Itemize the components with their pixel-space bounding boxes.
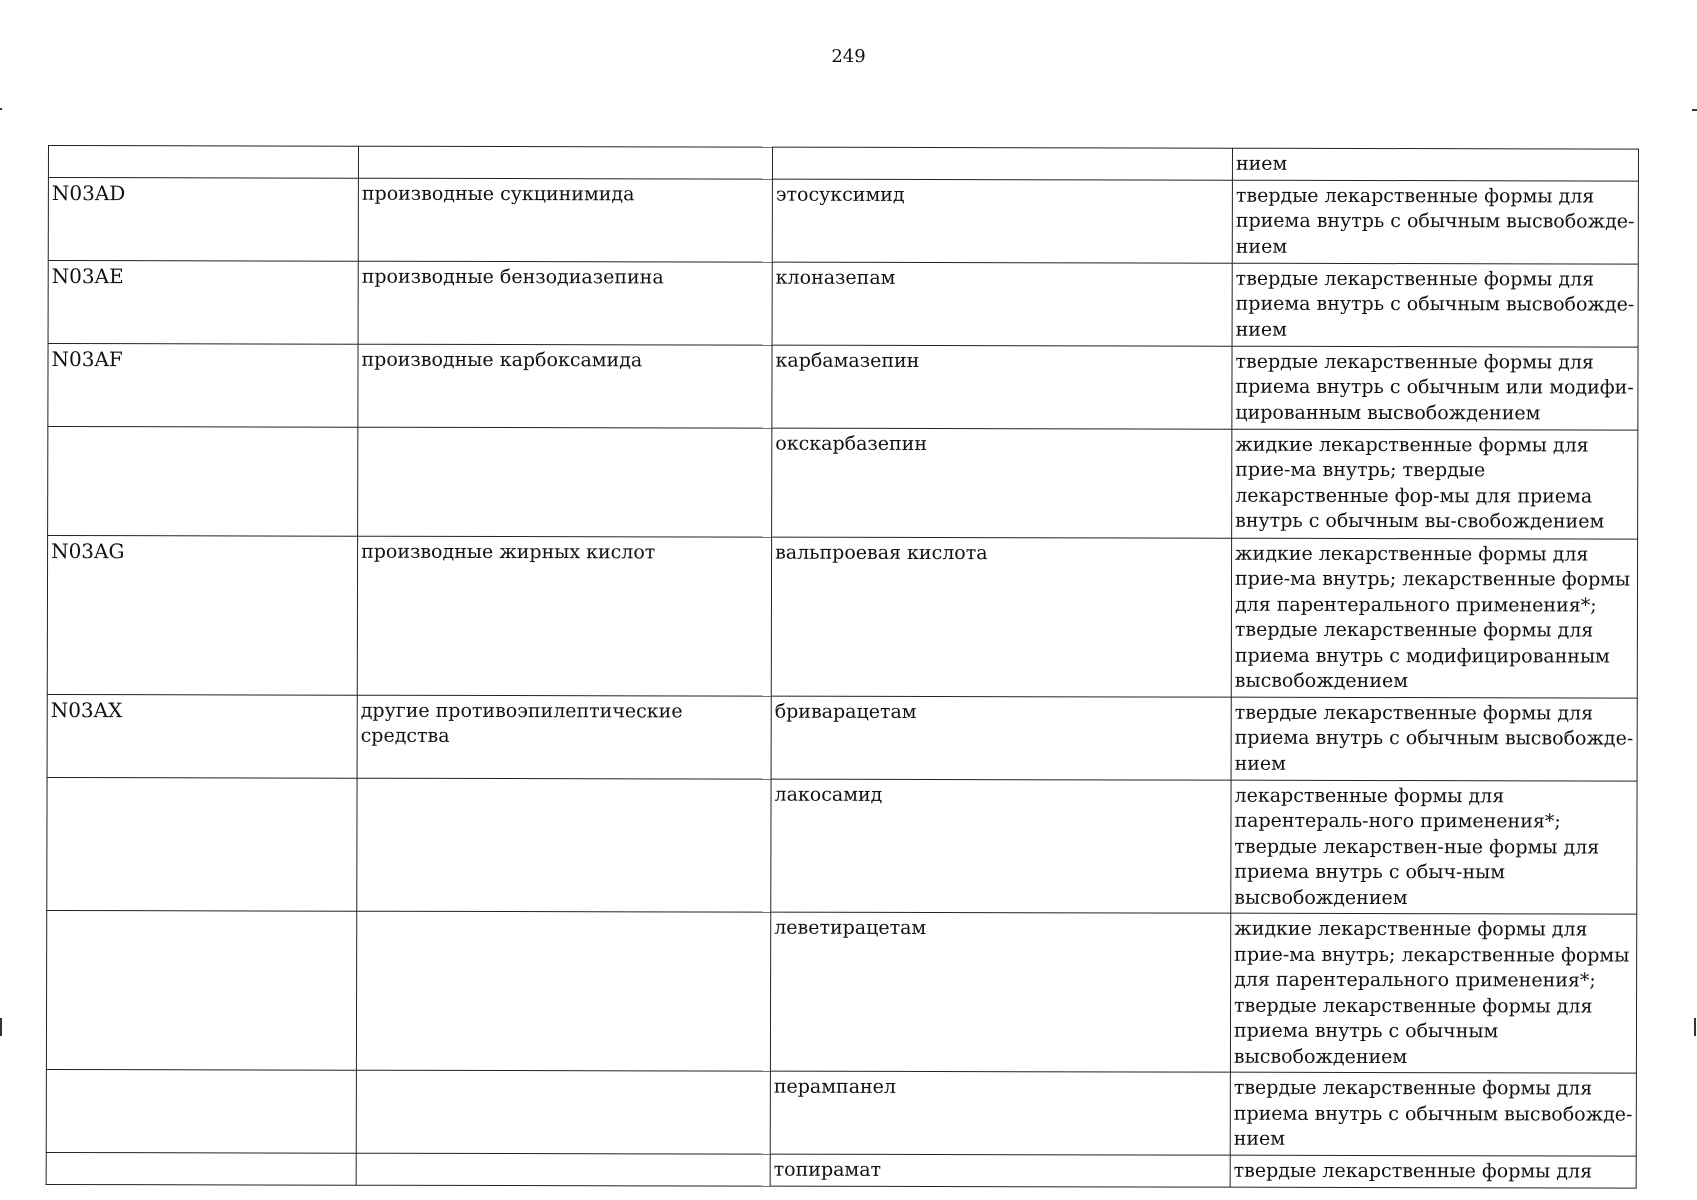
dosage-form-cell: твердые лекарственные формы для приема внутрь с обычным высвобожде-нием bbox=[1231, 697, 1637, 781]
substance-cell: топирамат bbox=[770, 1154, 1230, 1187]
left-edge-mark bbox=[0, 108, 2, 110]
table-row bbox=[48, 426, 1638, 539]
dosage-form-cell: твердые лекарственные формы для приема внутрь с обычным высвобожде-нием bbox=[1232, 263, 1638, 347]
atc-code-cell: N03AE bbox=[48, 260, 358, 344]
group-cell bbox=[358, 146, 772, 178]
atc-code-cell: N03AD bbox=[48, 177, 358, 261]
table-row bbox=[46, 1152, 1636, 1187]
right-edge-mark-lower bbox=[1694, 1018, 1696, 1036]
dosage-form-cell: твердые лекарственные формы для приема внутрь с обычным высвобожде-нием bbox=[1232, 180, 1638, 264]
atc-code-cell: N03AX bbox=[47, 694, 357, 778]
table-row bbox=[47, 694, 1637, 781]
table-row bbox=[48, 146, 1638, 181]
atc-code-cell: N03AF bbox=[48, 343, 358, 427]
table-row bbox=[46, 910, 1636, 1073]
group-cell: производные сукцинимида bbox=[358, 178, 772, 262]
substance-cell: леветирацетам bbox=[770, 912, 1230, 1072]
dosage-form-cell: жидкие лекарственные формы для прие-ма внутрь; лекарственные формы для парентерального применения*; твердые лекарственные формы для приема внутрь с обычным высвобождением bbox=[1230, 913, 1636, 1073]
group-cell: производные бензодиазепина bbox=[358, 261, 772, 345]
table-row bbox=[48, 343, 1638, 430]
substance-cell: окскарбазепин bbox=[772, 428, 1232, 538]
group-cell bbox=[358, 427, 772, 537]
dosage-form-cell: жидкие лекарственные формы для прие-ма внутрь; твердые лекарственные фор-мы для приема внутрь с обычным вы-свобождением bbox=[1232, 429, 1638, 539]
substance-cell: клоназепам bbox=[772, 262, 1232, 346]
substance-cell bbox=[772, 147, 1232, 180]
dosage-form-cell: твердые лекарственные формы для bbox=[1230, 1155, 1636, 1187]
page-number: 249 bbox=[831, 46, 866, 67]
group-cell bbox=[356, 1070, 770, 1154]
group-cell: другие противоэпилептические средства bbox=[357, 695, 771, 779]
table-row bbox=[47, 777, 1637, 914]
dosage-form-cell: нием bbox=[1232, 148, 1638, 180]
substance-cell: этосуксимид bbox=[772, 179, 1232, 263]
dosage-form-cell: твердые лекарственные формы для приема внутрь с обычным или модифи-цированным высвобождением bbox=[1232, 346, 1638, 430]
drug-table-container bbox=[46, 145, 1638, 1188]
group-cell bbox=[356, 1153, 770, 1185]
substance-cell: вальпроевая кислота bbox=[771, 537, 1231, 697]
group-cell bbox=[356, 911, 770, 1071]
atc-code-cell bbox=[48, 426, 358, 536]
group-cell bbox=[357, 778, 771, 912]
substance-cell: перампанел bbox=[770, 1071, 1230, 1155]
group-cell: производные карбоксамида bbox=[358, 344, 772, 428]
dosage-form-cell: лекарственные формы для парентераль-ного применения*; твердые лекарствен-ные формы для приема внутрь с обыч-ным высвобождением bbox=[1231, 780, 1637, 914]
atc-code-cell: N03AG bbox=[47, 535, 357, 695]
atc-code-cell bbox=[48, 146, 358, 178]
table-row bbox=[48, 177, 1638, 264]
right-edge-mark bbox=[1692, 109, 1697, 111]
group-cell: производные жирных кислот bbox=[357, 536, 771, 696]
left-edge-mark-lower bbox=[0, 1018, 2, 1036]
dosage-form-cell: жидкие лекарственные формы для прие-ма внутрь; лекарственные формы для парентерального применения*; твердые лекарственные формы для приема внутрь с модифицированным высвобождением bbox=[1231, 538, 1637, 698]
atc-code-cell bbox=[47, 777, 357, 911]
atc-code-cell bbox=[46, 910, 356, 1070]
substance-cell: карбамазепин bbox=[772, 345, 1232, 429]
substance-cell: бриварацетам bbox=[771, 696, 1231, 780]
atc-code-cell bbox=[46, 1069, 356, 1153]
table-row bbox=[47, 535, 1637, 698]
table-row bbox=[48, 260, 1638, 347]
substance-cell: лакосамид bbox=[771, 779, 1231, 914]
dosage-form-cell: твердые лекарственные формы для приема внутрь с обычным высвобожде-нием bbox=[1230, 1072, 1636, 1156]
atc-code-cell bbox=[46, 1152, 356, 1184]
table-row bbox=[46, 1069, 1636, 1156]
drug-table bbox=[46, 145, 1639, 1188]
